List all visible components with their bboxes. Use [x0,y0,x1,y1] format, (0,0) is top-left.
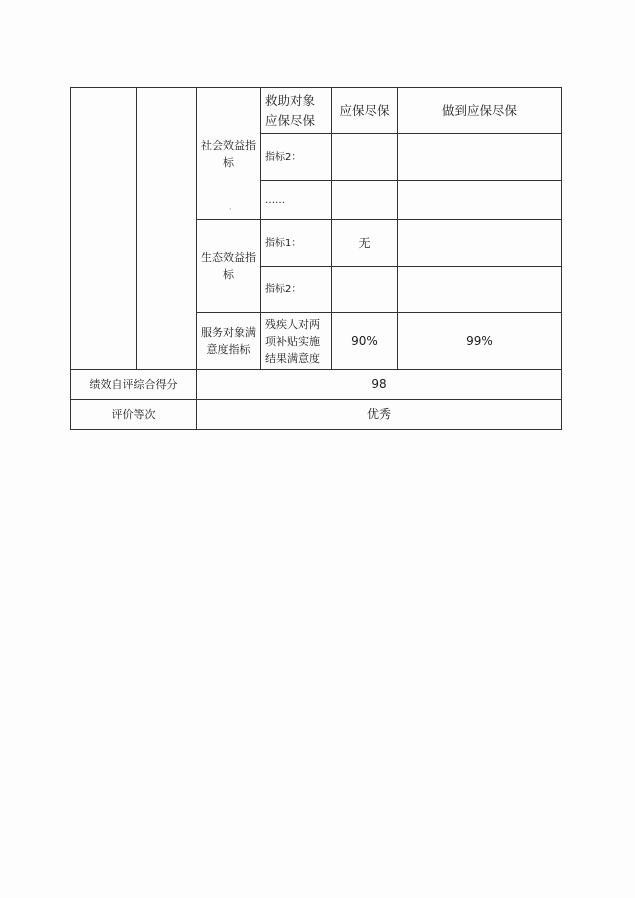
indicator-1-label: 指标1： [261,220,332,267]
blank-cell [398,267,562,313]
blank-cell [332,267,398,313]
target-value: 90% [332,313,398,370]
actual-value: 99% [398,313,562,370]
indicator-name: 残疾人对两项补贴实施结果满意度 [261,313,332,370]
blank-cell [332,134,398,181]
scan-speck: · [229,205,232,214]
performance-table [70,87,562,430]
table-row [71,400,562,430]
blank-cell [71,88,137,370]
target-value: 无 [332,220,398,267]
grade-value: 优秀 [197,400,562,430]
grade-label: 评价等次 [71,400,197,430]
actual-value: 做到应保尽保 [398,88,562,134]
blank-cell [137,88,197,370]
indicator-name: 救助对象应保尽保 [261,88,332,134]
score-value: 98 [197,370,562,400]
blank-cell [332,181,398,220]
blank-cell [398,220,562,267]
blank-cell [398,134,562,181]
score-label: 绩效自评综合得分 [71,370,197,400]
table-row [71,370,562,400]
satisfaction-label: 服务对象满意度指标 [197,313,261,370]
target-value: 应保尽保 [332,88,398,134]
blank-cell [398,181,562,220]
table-row [71,88,562,134]
indicator-2-label: 指标2： [261,134,332,181]
eco-benefit-label: 生态效益指标 [197,220,261,313]
indicator-more-label: …… [261,181,332,220]
indicator-2-label: 指标2： [261,267,332,313]
social-benefit-label: 社会效益指标 [197,88,261,220]
